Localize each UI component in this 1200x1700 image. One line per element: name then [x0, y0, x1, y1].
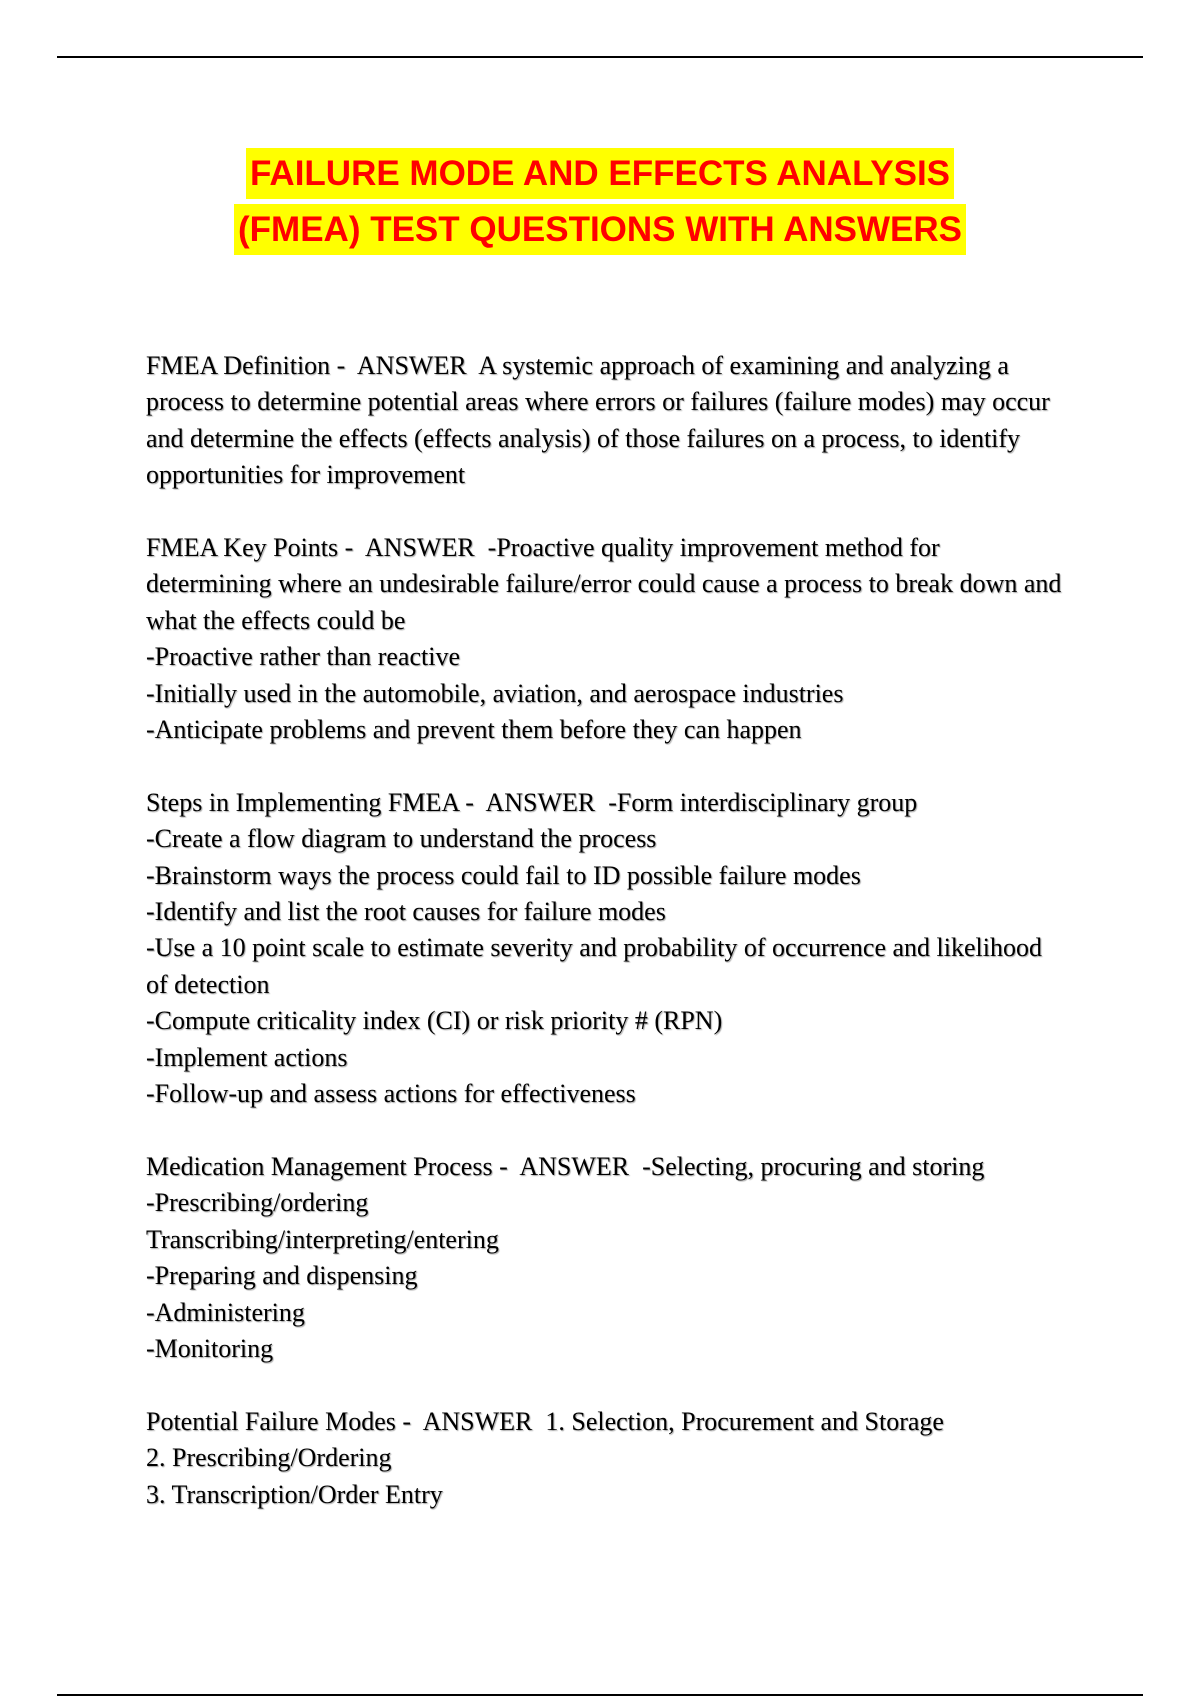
answer-line: -Monitoring [146, 1333, 274, 1363]
answer-text: 1. Selection, Procurement and Storage [545, 1406, 944, 1436]
qa-item [146, 348, 1066, 494]
answer-label: ANSWER [364, 533, 475, 563]
answer-text: -Form interdisciplinary group [608, 787, 918, 817]
question-text: FMEA Definition [146, 351, 331, 380]
question-text: Steps in Implementing FMEA [146, 787, 459, 817]
answer-line: -Anticipate problems and prevent them before they can happen [146, 715, 802, 745]
answer-line: -Administering [146, 1297, 305, 1327]
answer-line: -Use a 10 point scale to estimate severity and probability of occurrence and likelihood of detection [146, 933, 1042, 999]
qa-item [146, 1149, 1066, 1367]
answer-line: -Brainstorm ways the process could fail to ID possible failure modes [146, 860, 861, 890]
answer-line: 2. Prescribing/Ordering [146, 1443, 392, 1473]
question-text: Potential Failure Modes [146, 1406, 396, 1436]
document-title [0, 146, 1200, 258]
answer-label: ANSWER [485, 787, 596, 817]
title-line-1: FAILURE MODE AND EFFECTS ANALYSIS [246, 148, 954, 199]
title-line-2: (FMEA) TEST QUESTIONS WITH ANSWERS [234, 204, 966, 255]
answer-label: ANSWER [422, 1406, 533, 1436]
answer-line: -Prescribing/ordering [146, 1188, 369, 1218]
qa-list [146, 348, 1066, 1549]
qa-item [146, 1404, 1066, 1513]
qa-item [146, 785, 1066, 1113]
qa-first-line: FMEA Definition - ANSWER A systemic approach of examining and analyzing a process to determine potential areas where errors or failures (failure modes) may occur and determine the effects (effects analysis) of those failures on a process, to identify opportunities for improvement [146, 351, 1050, 490]
bottom-rule [57, 1694, 1143, 1696]
question-text: FMEA Key Points [146, 533, 339, 563]
question-text: Medication Management Process [146, 1151, 493, 1181]
answer-label: ANSWER [356, 351, 467, 380]
answer-line: -Identify and list the root causes for failure modes [146, 897, 666, 927]
qa-first-line: FMEA Key Points - ANSWER -Proactive quality improvement method for determining where an undesirable failure/error could cause a process to break down and what the effects could be [146, 533, 1062, 635]
answer-line: -Initially used in the automobile, aviation, and aerospace industries [146, 678, 844, 708]
answer-line: -Create a flow diagram to understand the process [146, 824, 657, 854]
answer-line: -Follow-up and assess actions for effectiveness [146, 1079, 636, 1109]
answer-line: -Implement actions [146, 1042, 348, 1072]
answer-line: -Preparing and dispensing [146, 1261, 418, 1291]
answer-line: Transcribing/interpreting/entering [146, 1224, 499, 1254]
answer-line: -Compute criticality index (CI) or risk priority # (RPN) [146, 1006, 723, 1036]
top-rule [57, 56, 1143, 58]
answer-text: -Proactive quality improvement method for determining where an undesirable failure/error could cause a process to break down and what the effects could be [146, 533, 1062, 635]
answer-line: 3. Transcription/Order Entry [146, 1479, 443, 1509]
answer-label: ANSWER [519, 1151, 630, 1181]
answer-text: A systemic approach of examining and analyzing a process to determine potential areas where errors or failures (failure modes) may occur and determine the effects (effects analysis) of those failures on a process, to identify opportunities for improvement [146, 351, 1050, 490]
qa-item [146, 530, 1066, 748]
qa-first-line: Steps in Implementing FMEA - ANSWER -Form interdisciplinary group [146, 787, 918, 817]
qa-first-line: Potential Failure Modes - ANSWER 1. Selection, Procurement and Storage [146, 1406, 944, 1436]
qa-first-line: Medication Management Process - ANSWER -Selecting, procuring and storing [146, 1151, 985, 1181]
answer-text: -Selecting, procuring and storing [642, 1151, 985, 1181]
answer-line: -Proactive rather than reactive [146, 642, 460, 672]
